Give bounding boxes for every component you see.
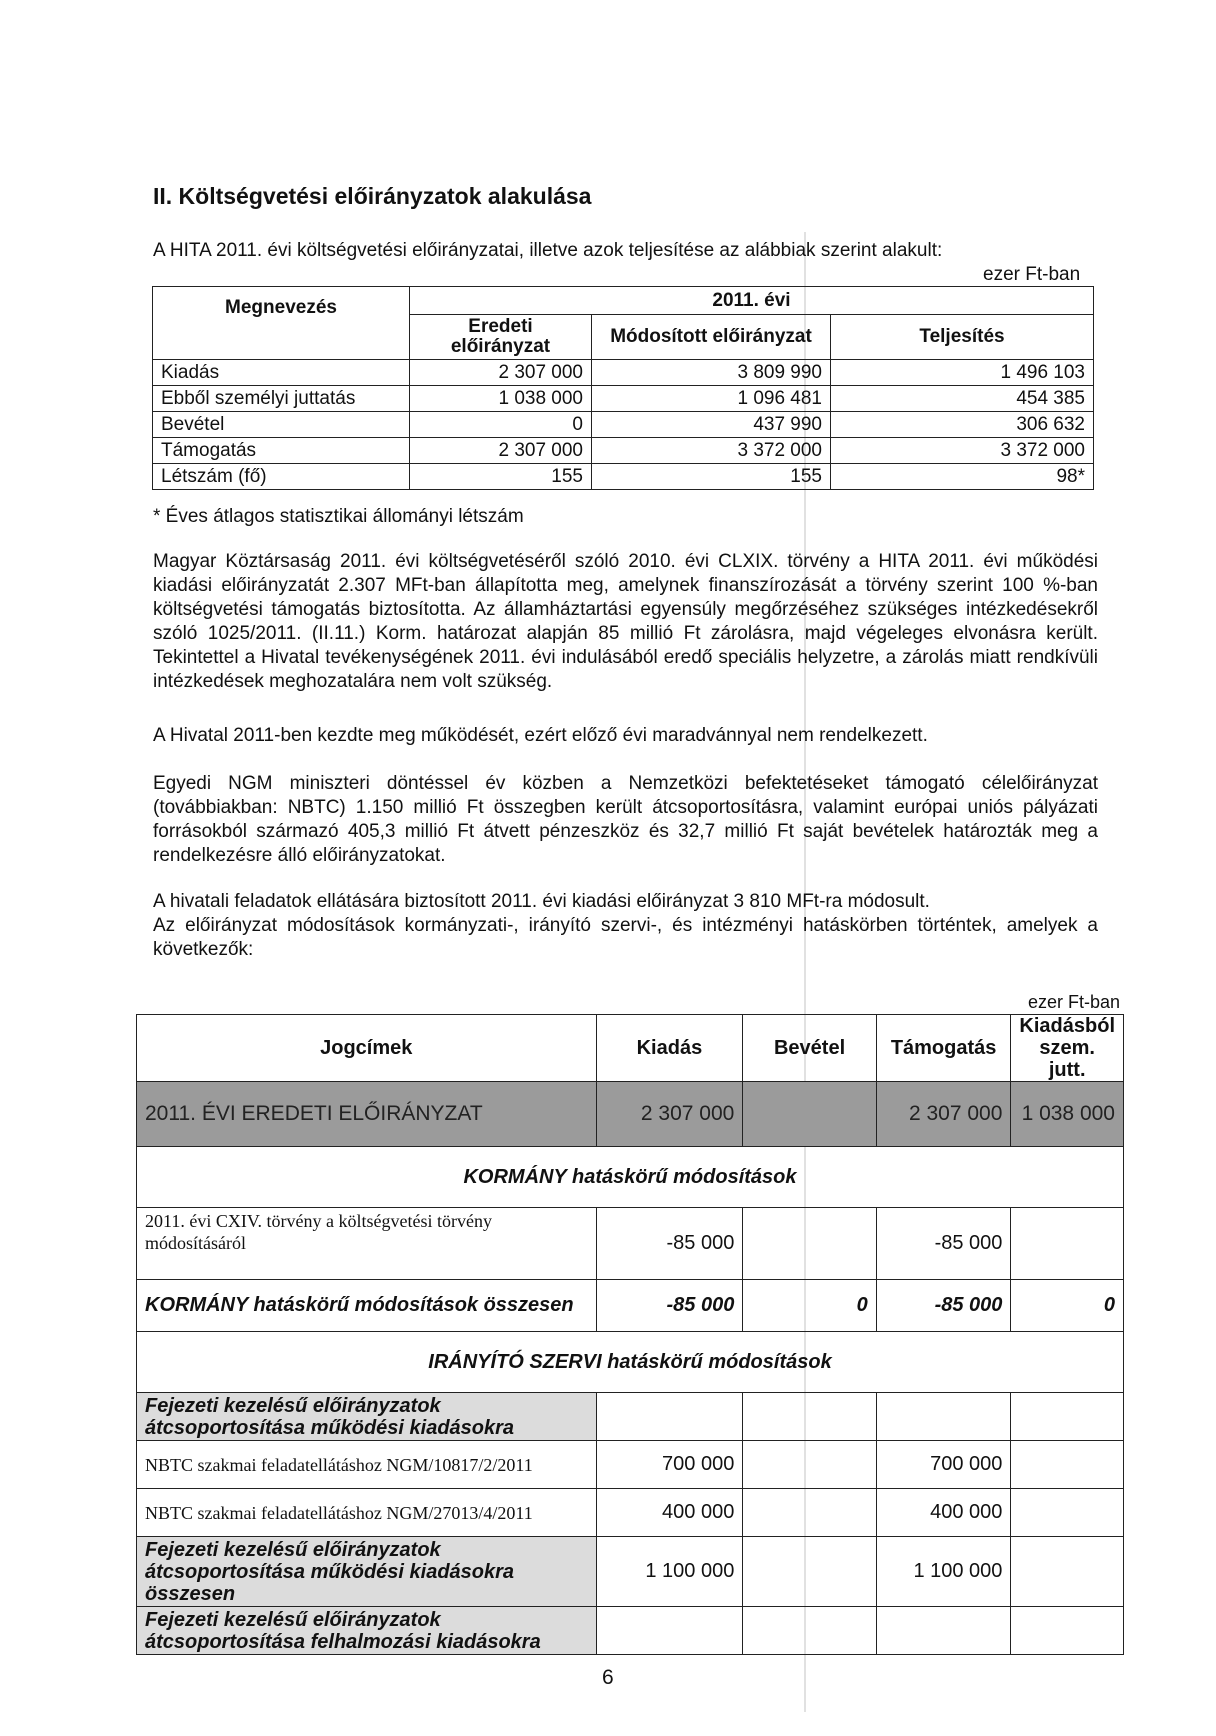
col-mod-header: Módosított előirányzat — [592, 315, 831, 360]
cell-pers: 0 — [1011, 1280, 1124, 1332]
cell-pers — [1011, 1208, 1124, 1280]
row-label: NBTC szakmai feladatellátáshoz NGM/27013/4/2011 — [137, 1489, 597, 1537]
col-title-header: Jogcímek — [137, 1015, 597, 1082]
paragraph: Az előirányzat módosítások kormányzati-, irányító szervi-, és intézményi hatáskörben történtek, amelyek a következők: — [153, 915, 1098, 960]
cell-mod: 3 809 990 — [592, 360, 831, 386]
cell-mod: 155 — [592, 464, 831, 490]
cell-rev — [743, 1489, 876, 1537]
cell-exp: -85 000 — [596, 1208, 743, 1280]
cell-mod: 437 990 — [592, 412, 831, 438]
table-row — [153, 386, 1094, 412]
cell-pers — [1011, 1537, 1124, 1607]
table-header-row — [137, 1015, 1124, 1082]
cell-mod: 3 372 000 — [592, 438, 831, 464]
page-number: 6 — [602, 1666, 614, 1689]
row-name: Bevétel — [153, 412, 410, 438]
row-name: Létszám (fő) — [153, 464, 410, 490]
group-header-row — [137, 1393, 1124, 1441]
cell-perf: 3 372 000 — [831, 438, 1094, 464]
col-orig-header: Eredeti előirányzat — [410, 315, 592, 360]
col-name-header: Megnevezés — [153, 287, 410, 360]
cell-exp: -85 000 — [596, 1280, 743, 1332]
cell-orig: 2 307 000 — [410, 438, 592, 464]
table-row — [153, 438, 1094, 464]
year-header: 2011. évi — [410, 287, 1094, 315]
cell-sup: -85 000 — [876, 1280, 1011, 1332]
cell-pers — [1011, 1441, 1124, 1489]
cell-sup: 400 000 — [876, 1489, 1011, 1537]
unit-label-2: ezer Ft-ban — [1028, 992, 1121, 1012]
cell-rev — [743, 1537, 876, 1607]
modifications-table — [136, 1014, 1124, 1655]
cell-rev — [743, 1082, 876, 1147]
row-name: Ebből személyi juttatás — [153, 386, 410, 412]
paragraph: A hivatali feladatok ellátására biztosított 2011. évi kiadási előirányzat 3 810 MFt-ra módosult. — [153, 891, 930, 912]
cell-exp: 400 000 — [596, 1489, 743, 1537]
cell-exp: 2 307 000 — [596, 1082, 743, 1147]
row-label: KORMÁNY hatáskörű módosítások összesen — [137, 1280, 597, 1332]
cell-pers — [1011, 1489, 1124, 1537]
cell-perf: 454 385 — [831, 386, 1094, 412]
paragraph: Magyar Köztársaság 2011. évi költségvetéséről szóló 2010. évi CLXIX. törvény a HITA 2011. évi működési kiadási előirányzatát 2.307 MFt-ban állapította meg, amelynek finanszírozását a törvény szerint 100 %-ban költségvetési támogatás biztosította. Az államháztartási egyensúly megőrzéséhez szükséges intézkedésekről szóló 1025/2011. (II.11.) Korm. határozat alapján 85 millió Ft zárolásra, majd végeleges elvonásra került. Tekintettel a Hivatal tevékenységének 2011. évi indulásából eredő speciális helyzetre, a zárolás miatt rendkívüli intézkedések meghozatalára nem volt szükség. — [153, 551, 1098, 692]
table-footnote: * Éves átlagos statisztikai állományi létszám — [153, 506, 524, 527]
cell-orig: 155 — [410, 464, 592, 490]
row-label: Fejezeti kezelésű előirányzatok átcsoportosítása felhalmozási kiadásokra — [137, 1607, 597, 1655]
section-label: IRÁNYÍTÓ SZERVI hatáskörű módosítások — [137, 1332, 1124, 1393]
cell-orig: 2 307 000 — [410, 360, 592, 386]
cell-perf: 1 496 103 — [831, 360, 1094, 386]
group-header-row — [137, 1607, 1124, 1655]
original-appropriation-row — [137, 1082, 1124, 1147]
subtotal-row-operating — [137, 1537, 1124, 1607]
table-row — [153, 360, 1094, 386]
row-label: Fejezeti kezelésű előirányzatok átcsoportosítása működési kiadásokra — [137, 1393, 597, 1441]
cell-sup: -85 000 — [876, 1208, 1011, 1280]
cell-exp: 1 100 000 — [596, 1537, 743, 1607]
section-row-government — [137, 1147, 1124, 1208]
unit-label-1: ezer Ft-ban — [983, 264, 1081, 285]
table-row — [137, 1208, 1124, 1280]
cell-rev — [743, 1208, 876, 1280]
col-pers-header: Kiadásból szem. jutt. — [1011, 1015, 1124, 1082]
row-label: 2011. évi CXIV. törvény a költségvetési törvény módosításáról — [137, 1208, 597, 1280]
col-perf-header: Teljesítés — [831, 315, 1094, 360]
row-label: NBTC szakmai feladatellátáshoz NGM/10817/2/2011 — [137, 1441, 597, 1489]
table-row — [153, 464, 1094, 490]
cell-orig: 1 038 000 — [410, 386, 592, 412]
table-row — [153, 412, 1094, 438]
paragraph: Egyedi NGM miniszteri döntéssel év közben a Nemzetközi befektetéseket támogató célelőirányzat (továbbiakban: NBTC) 1.150 millió Ft összegben került átcsoportosításra, valamint európai uniós pályázati forrásokból származó 405,3 millió Ft átvett pénzeszköz és 32,7 millió Ft saját bevételek határozták meg a rendelkezésre álló előirányzatokat. — [153, 773, 1098, 866]
cell-sup: 1 100 000 — [876, 1537, 1011, 1607]
col-exp-header: Kiadás — [596, 1015, 743, 1082]
cell-mod: 1 096 481 — [592, 386, 831, 412]
cell-sup: 2 307 000 — [876, 1082, 1011, 1147]
budget-summary-table — [152, 286, 1094, 490]
table-row — [137, 1489, 1124, 1537]
row-label: 2011. ÉVI EREDETI ELŐIRÁNYZAT — [137, 1082, 597, 1147]
paragraph: A Hivatal 2011-ben kezdte meg működését, ezért előző évi maradvánnyal nem rendelkezett. — [153, 725, 928, 746]
cell-pers: 1 038 000 — [1011, 1082, 1124, 1147]
cell-perf: 98* — [831, 464, 1094, 490]
cell-perf: 306 632 — [831, 412, 1094, 438]
row-label: Fejezeti kezelésű előirányzatok átcsoportosítása működési kiadásokra összesen — [137, 1537, 597, 1607]
cell-rev: 0 — [743, 1280, 876, 1332]
intro-text: A HITA 2011. évi költségvetési előirányzatai, illetve azok teljesítése az alábbiak szerint alakult: — [153, 240, 943, 261]
row-name: Kiadás — [153, 360, 410, 386]
col-rev-header: Bevétel — [743, 1015, 876, 1082]
row-name: Támogatás — [153, 438, 410, 464]
subtotal-row-government — [137, 1280, 1124, 1332]
cell-sup: 700 000 — [876, 1441, 1011, 1489]
section-label: KORMÁNY hatáskörű módosítások — [137, 1147, 1124, 1208]
section-row-governing-body — [137, 1332, 1124, 1393]
cell-orig: 0 — [410, 412, 592, 438]
cell-rev — [743, 1441, 876, 1489]
section-heading: II. Költségvetési előirányzatok alakulása — [153, 183, 592, 209]
cell-exp: 700 000 — [596, 1441, 743, 1489]
table-row — [137, 1441, 1124, 1489]
col-sup-header: Támogatás — [876, 1015, 1011, 1082]
